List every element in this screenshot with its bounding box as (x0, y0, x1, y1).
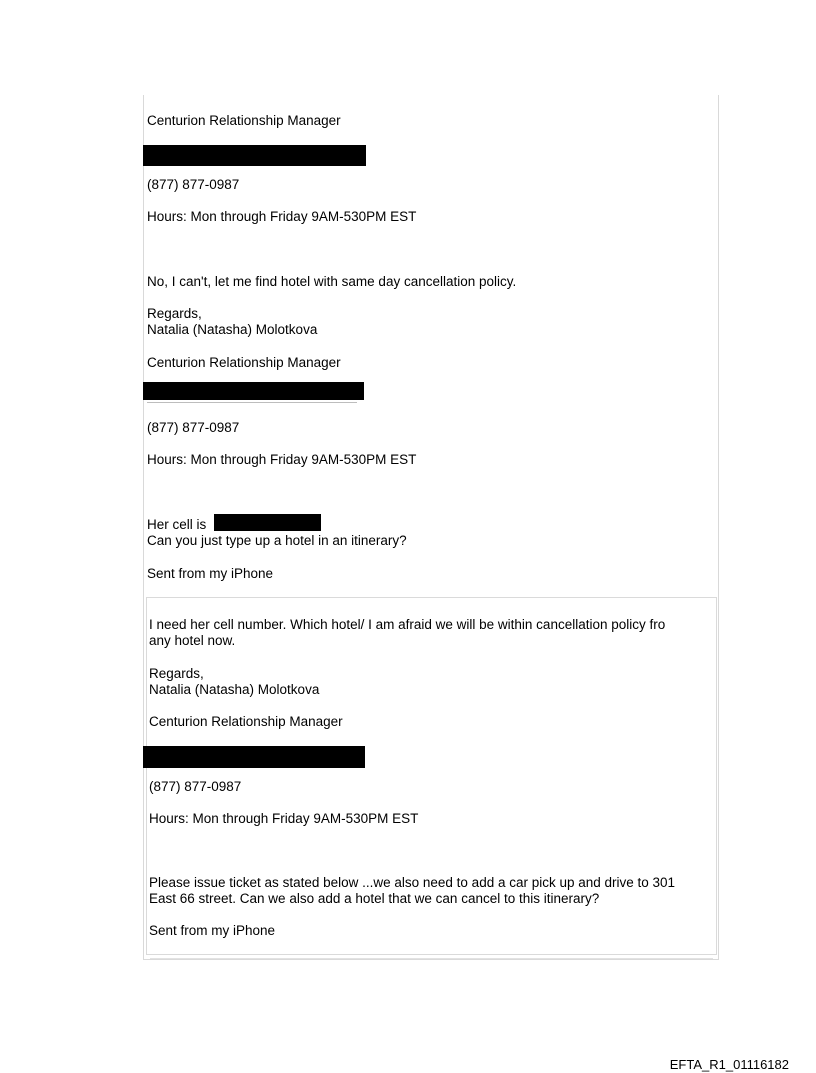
redacted-phone-number (214, 514, 321, 531)
signature-regards: Regards, (147, 306, 202, 321)
signature-hours: Hours: Mon through Friday 9AM-530PM EST (149, 811, 419, 826)
quoted-frame-bottom-border (150, 958, 713, 959)
message-line: East 66 street. Can we also add a hotel that we can cancel to this itinerary? (149, 891, 600, 906)
signature-phone: (877) 877-0987 (149, 779, 242, 794)
message-body: No, I can't, let me find hotel with same day cancellation policy. (147, 274, 517, 289)
signature-title: Centurion Relationship Manager (147, 113, 341, 128)
signature-hours: Hours: Mon through Friday 9AM-530PM EST (147, 209, 417, 224)
redaction-underline (147, 402, 357, 403)
message-line: I need her cell number. Which hotel/ I am afraid we will be within cancellation policy fro (149, 617, 666, 632)
redacted-email-block (143, 746, 365, 768)
message-line: any hotel now. (149, 633, 236, 648)
signature-title: Centurion Relationship Manager (147, 355, 341, 370)
signature-regards: Regards, (149, 666, 204, 681)
signature-phone: (877) 877-0987 (147, 177, 240, 192)
sent-from-signature: Sent from my iPhone (149, 923, 276, 938)
signature-name: Natalia (Natasha) Molotkova (149, 682, 320, 697)
signature-phone: (877) 877-0987 (147, 420, 240, 435)
signature-hours: Hours: Mon through Friday 9AM-530PM EST (147, 452, 417, 467)
frame-bottom-border (144, 959, 718, 960)
sent-from-signature: Sent from my iPhone (147, 566, 274, 581)
message-line: Please issue ticket as stated below ...we also need to add a car pick up and drive to 301 (149, 875, 676, 890)
signature-title: Centurion Relationship Manager (149, 714, 343, 729)
message-line: Can you just type up a hotel in an itinerary? (147, 533, 407, 548)
redacted-email-block (143, 145, 366, 166)
redacted-email-block (143, 382, 364, 400)
signature-name: Natalia (Natasha) Molotkova (147, 322, 318, 337)
message-line: Her cell is (147, 517, 207, 532)
document-id: EFTA_R1_01116182 (669, 1057, 789, 1072)
